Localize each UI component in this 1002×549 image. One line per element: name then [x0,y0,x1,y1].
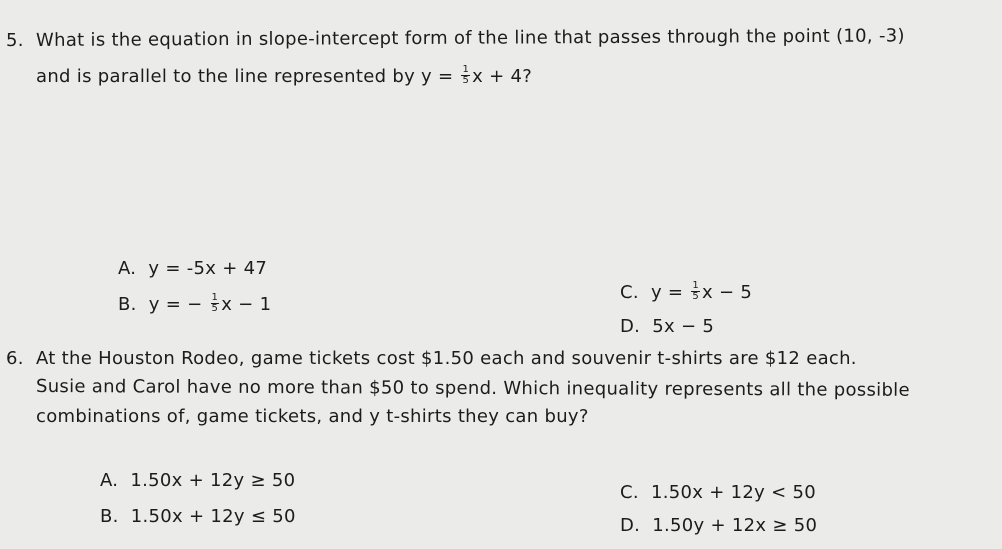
fraction-denominator: 5 [462,74,470,86]
q6-question-line-1: At the Houston Rodeo, game tickets cost $1.50 each and souvenir t-shirts are $12 each. [36,348,857,369]
fraction-denominator: 5 [692,290,699,302]
q5-question-line-2 [36,63,533,88]
choice-text-post: x − 5 [702,282,753,303]
choice-text: 5x − 5 [652,316,715,337]
choice-letter: C. [620,482,639,503]
q6-choice-b[interactable] [100,506,296,528]
fraction-one-fifth [461,65,470,86]
fraction-numerator: 1 [211,291,219,303]
choice-text-post: x − 1 [221,294,272,315]
choice-letter: D. [620,316,641,337]
q6-choice-a[interactable] [100,470,295,492]
choice-letter: A. [118,258,137,279]
choice-text: 1.50y + 12x ≥ 50 [652,515,818,536]
choice-letter: B. [118,294,137,315]
choice-letter: B. [100,506,119,527]
q5-choice-d[interactable] [620,316,714,338]
q5-choice-b[interactable] [118,291,272,316]
fraction-numerator: 1 [462,63,470,75]
choice-text-pre: y = [650,282,690,303]
fraction-one-fifth [211,293,220,314]
choice-letter: D. [620,515,641,536]
q6-choice-c[interactable] [620,482,816,504]
q6-number: 6. [6,348,24,369]
choice-text: 1.50x + 12y ≤ 50 [130,506,296,527]
q5-line2-pre: and is parallel to the line represented by y = [36,66,460,87]
choice-letter: C. [620,282,639,303]
q5-question-line-1: What is the equation in slope-intercept form of the line that passes through the point (10, -3) [35,25,905,51]
fraction-numerator: 1 [692,279,699,291]
q6-question-line-3: combinations of, game tickets, and y t-shirts they can buy? [36,406,589,427]
fraction-denominator: 5 [211,302,219,314]
q5-number: 5. [6,30,24,51]
fraction-one-fifth [691,281,700,302]
choice-letter: A. [100,470,119,491]
q5-choice-c[interactable] [620,279,753,304]
choice-text: y = -5x + 47 [148,258,268,279]
q5-line2-post: x + 4? [472,66,533,87]
choice-text-pre: y = − [148,294,209,315]
q5-choice-a[interactable] [118,258,267,280]
choice-text: 1.50x + 12y ≥ 50 [130,470,296,491]
q6-question-line-2: Susie and Carol have no more than $50 to spend. Which inequality represents all the possible [35,376,910,401]
q6-choice-d[interactable] [620,515,817,537]
choice-text: 1.50x + 12y < 50 [650,482,816,503]
